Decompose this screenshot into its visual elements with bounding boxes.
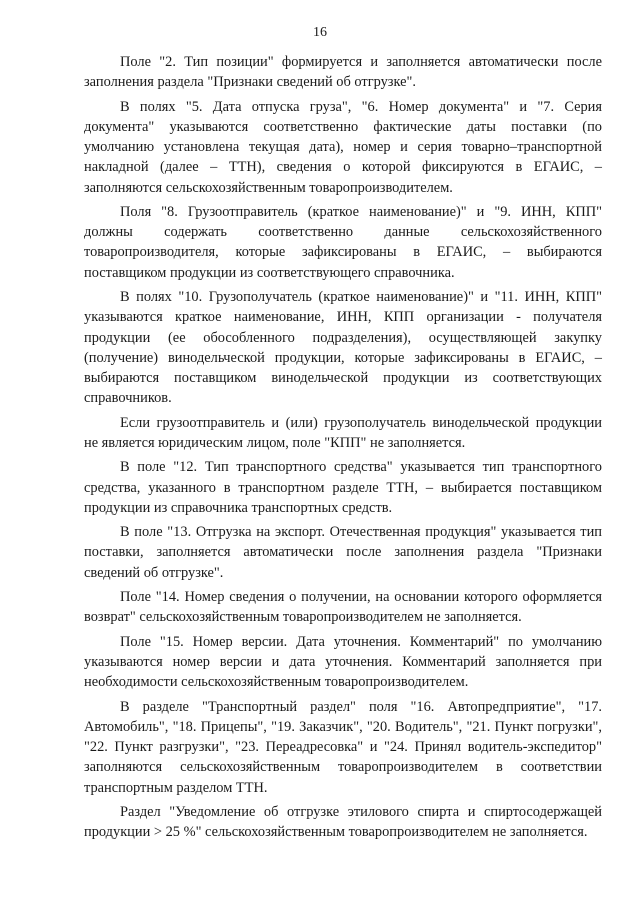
- paragraph-return-field: Поле "14. Номер сведения о получении, на основании которого оформляется возврат" сельскохозяйственным товаропроизводителем не заполняется.: [84, 589, 602, 626]
- paragraph-shipper-fields: Поля "8. Грузоотправитель (краткое наименование)" и "9. ИНН, КПП" должны содержать соответственно данные сельскохозяйственного товаропроизводителя, которые зафиксированы в ЕГАИС, – выбираются поставщиком продукции из соответствующего справочника.: [84, 204, 602, 281]
- paragraph-shipment-date-fields: В полях "5. Дата отпуска груза", "6. Номер документа" и "7. Серия документа" указываются соответственно фактические даты поставки (по умолчанию установлена текущая дата), номер и серия товарно–транспортной накладной (далее – ТТН), сведения о которой фиксируются в ЕГАИС, – заполняются сельскохозяйственным товаропроизводителем.: [84, 98, 602, 196]
- paragraph-position-type: Поле "2. Тип позиции" формируется и заполняется автоматически после заполнения раздела "Признаки сведений об отгрузке".: [84, 54, 602, 91]
- paragraph-kpp-note: Если грузоотправитель и (или) грузополучатель винодельческой продукции не является юридическим лицом, поле "КПП" не заполняется.: [84, 414, 602, 451]
- paragraph-version-field: Поле "15. Номер версии. Дата уточнения. Комментарий" по умолчанию указываются номер версии и дата уточнения. Комментарий заполняется при необходимости сельскохозяйственным товаропроизводителем.: [84, 633, 602, 691]
- paragraph-export-field: В поле "13. Отгрузка на экспорт. Отечественная продукция" указывается тип поставки, заполняется автоматически после заполнения раздела "Признаки сведений об отгрузке".: [84, 524, 602, 581]
- paragraph-vehicle-type: В поле "12. Тип транспортного средства" указывается тип транспортного средства, указанного в транспортном разделе ТТН, – выбирается поставщиком продукции из справочника транспортных средств.: [84, 459, 602, 516]
- page-number: 16: [313, 25, 327, 40]
- document-body: [84, 52, 602, 847]
- paragraph-transport-section: В разделе "Транспортный раздел" поля "16. Автопредприятие", "17. Автомобиль", "18. Прицепы", "19. Заказчик", "20. Водитель", "21. Пункт погрузки", "22. Пункт разгрузки", "23. Переадресовка" и "24. Принял водитель-экспедитор" заполняются сельскохозяйственным товаропроизводителем в соответствии транспортным разделом ТТН.: [84, 698, 602, 796]
- paragraph-spirit-notice: Раздел "Уведомление об отгрузке этилового спирта и спиртосодержащей продукции > 25 %" сельскохозяйственным товаропроизводителем не заполняется.: [84, 804, 602, 841]
- paragraph-consignee-fields: В полях "10. Грузополучатель (краткое наименование)" и "11. ИНН, КПП" указываются краткое наименование, ИНН, КПП организации - получателя продукции (ее обособленного подразделения), осуществляющей закупку (получение) винодельческой продукции, которые зафиксированы в ЕГАИС, – выбираются поставщиком винодельческой продукции из соответствующих справочников.: [84, 289, 602, 407]
